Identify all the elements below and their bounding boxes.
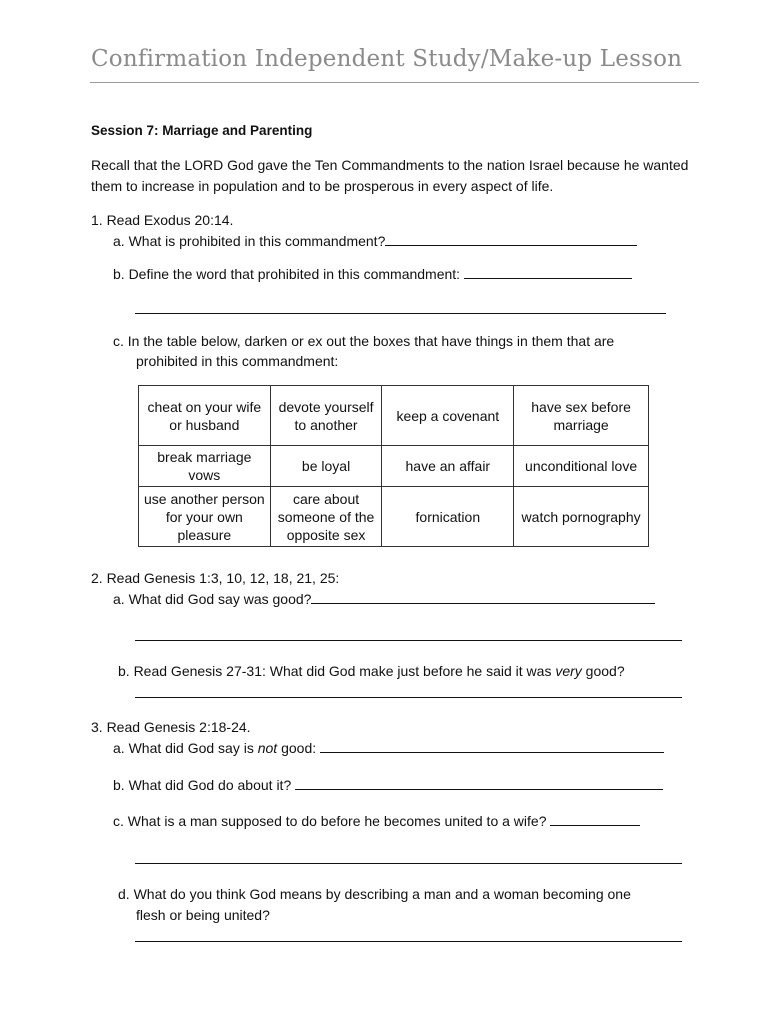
q3a-emphasis: not (257, 740, 278, 756)
q1a-answer-blank[interactable] (385, 231, 637, 246)
q1a-row (113, 231, 637, 251)
table-cell[interactable]: have sex before marriage (514, 386, 649, 446)
q1a-prompt: a. What is prohibited in this commandment? (113, 233, 386, 249)
table-row (139, 446, 649, 487)
q1-heading: 1. Read Exodus 20:14. (91, 212, 234, 228)
q3b-row (113, 775, 663, 795)
q1b-prompt: b. Define the word that prohibited in this commandment: (113, 266, 461, 282)
q1b-answer-blank[interactable] (464, 264, 632, 279)
q2b-prompt-end: good? (581, 663, 625, 679)
table-cell[interactable]: cheat on your wife or husband (139, 386, 271, 446)
q3c-prompt: c. What is a man supposed to do before he becomes united to a wife? (113, 813, 547, 829)
q3a-prompt: a. What did God say is (113, 740, 258, 756)
table-cell[interactable]: keep a covenant (382, 386, 514, 446)
q2a-answer-line[interactable] (135, 640, 682, 641)
q3b-answer-blank[interactable] (295, 775, 663, 790)
table-cell[interactable]: devote yourself to another (270, 386, 382, 446)
table-cell[interactable]: watch pornography (514, 487, 649, 547)
q3-heading: 3. Read Genesis 2:18-24. (91, 719, 251, 735)
title-divider (90, 82, 699, 83)
q3d-prompt: d. What do you think God means by describing a man and a woman becoming one (118, 886, 631, 902)
intro-paragraph: Recall that the LORD God gave the Ten Commandments to the nation Israel because he wanted them to increase in population and to be prosperous in every aspect of life. (91, 157, 689, 194)
q2-heading: 2. Read Genesis 1:3, 10, 12, 18, 21, 25: (91, 570, 340, 586)
page-title: Confirmation Independent Study/Make-up Lesson (91, 46, 683, 72)
commandment-table (138, 385, 649, 547)
q1c-prompt: c. In the table below, darken or ex out the boxes that have things in them that are (113, 333, 615, 349)
q3c-answer-blank[interactable] (550, 811, 640, 826)
table-cell[interactable]: be loyal (270, 446, 382, 487)
q1c-prompt-cont: prohibited in this commandment: (136, 353, 339, 369)
q2b-emphasis: very (555, 663, 582, 679)
q3d-answer-line[interactable] (135, 941, 682, 942)
q3c-row (113, 811, 640, 831)
q1b-answer-line[interactable] (135, 313, 666, 314)
table-cell[interactable]: fornication (382, 487, 514, 547)
q3a-row (113, 738, 664, 758)
q2b-prompt: b. Read Genesis 27-31: What did God make just before he said it was (118, 663, 556, 679)
q3c-answer-line[interactable] (135, 863, 682, 864)
q2a-answer-blank[interactable] (311, 589, 655, 604)
q2b-answer-line[interactable] (135, 697, 682, 698)
q3d-prompt-cont: flesh or being united? (136, 907, 270, 923)
table-cell[interactable]: break marriage vows (139, 446, 271, 487)
q3b-prompt: b. What did God do about it? (113, 777, 292, 793)
q2a-prompt: a. What did God say was good? (113, 591, 312, 607)
session-heading: Session 7: Marriage and Parenting (91, 123, 313, 138)
table-cell[interactable]: unconditional love (514, 446, 649, 487)
table-row (139, 487, 649, 547)
q3a-prompt-end: good: (277, 740, 317, 756)
q2a-row (113, 589, 655, 609)
table-cell[interactable]: use another person for your own pleasure (139, 487, 271, 547)
table-cell[interactable]: care about someone of the opposite sex (270, 487, 382, 547)
q2b-row (118, 661, 625, 681)
q3a-answer-blank[interactable] (320, 738, 664, 753)
table-row (139, 386, 649, 446)
table-cell[interactable]: have an affair (382, 446, 514, 487)
q1b-row (113, 264, 632, 284)
